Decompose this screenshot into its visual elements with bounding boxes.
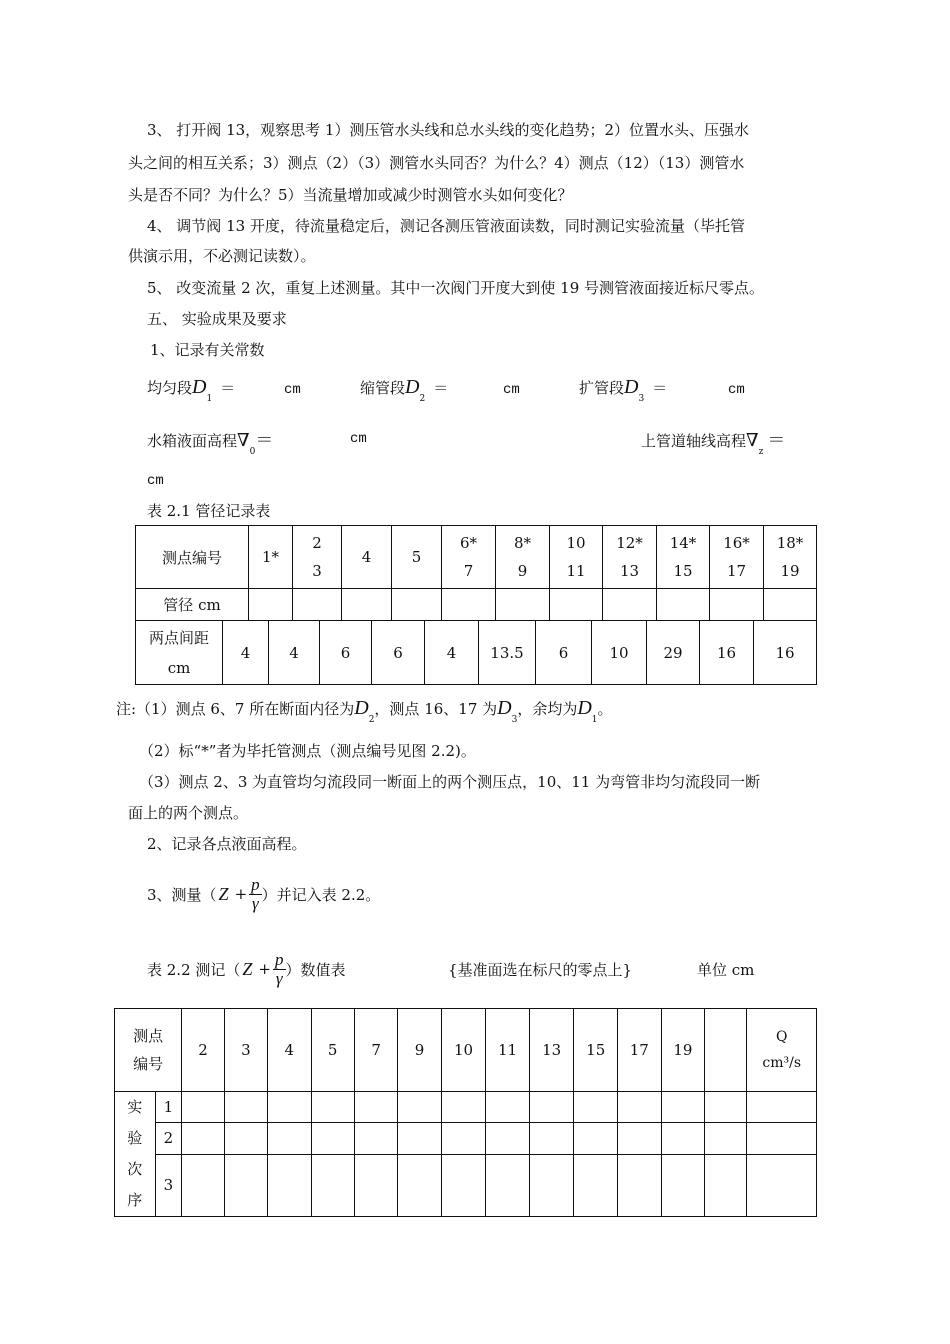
table1-spacing: 6	[372, 621, 425, 685]
note2: （2）标“*”者为毕托管测点（测点编号见图 2.2)。	[139, 742, 476, 760]
table2-point: 7	[354, 1009, 397, 1092]
table1-point: 1*	[249, 526, 293, 589]
table1-cell	[550, 589, 603, 621]
tank-level: 水箱液面高程$\nabla_0=$	[147, 430, 274, 457]
table2-point: 13	[529, 1009, 574, 1092]
d3-constant: 扩管段$D_3=$	[579, 376, 668, 404]
table1-point: 6* 7	[442, 526, 496, 589]
table1-spacing: 6	[536, 621, 592, 685]
table1-point: 8* 9	[496, 526, 550, 589]
table2-point: 4	[268, 1009, 311, 1092]
table1-row3-label: 两点间距 cm	[136, 621, 223, 685]
table1-point: 12* 13	[603, 526, 657, 589]
table1-point: 5	[392, 526, 442, 589]
table1-spacing: 4	[269, 621, 320, 685]
table1-cell	[603, 589, 657, 621]
table1-spacing: 29	[647, 621, 700, 685]
table2-run-row	[115, 1092, 817, 1123]
p-over-gamma: $\frac{p}{\gamma}$	[275, 949, 284, 988]
table1-spacing: 10	[592, 621, 647, 685]
table1-spacing: 16	[700, 621, 754, 685]
table1-row2-label: 管径 cm	[136, 589, 249, 621]
d1-constant: 均匀段$D_1=$	[147, 376, 236, 404]
section-heading: 五、 实验成果及要求	[147, 310, 287, 328]
table1-point: 10 11	[550, 526, 603, 589]
table1-point: 4	[342, 526, 392, 589]
table2-header-row	[115, 1009, 817, 1092]
table2-run-number: 1	[155, 1092, 182, 1123]
table1-spacing: 13.5	[479, 621, 536, 685]
table2-unit: 单位 cm	[697, 961, 755, 979]
note3-line1: （3）测点 2、3 为直管均匀流段同一断面上的两个测压点，10、11 为弯管非均匀流段同一断	[139, 773, 761, 791]
table2-q-label: Q	[775, 1029, 788, 1045]
p-over-gamma: $\frac{p}{\gamma}$	[251, 874, 260, 913]
table1-cell	[496, 589, 550, 621]
table1-cell	[710, 589, 764, 621]
d2-constant: 缩管段$D_2=$	[360, 376, 449, 404]
table1-spacing-row	[135, 620, 817, 685]
table1-diameter-record	[135, 525, 817, 621]
table1-point: 16* 17	[710, 526, 764, 589]
table2-point: 5	[311, 1009, 354, 1092]
step5: 5、 改变流量 2 次，重复上述测量。其中一次阀门开度大到使 19 号测管液面接近标尺零点。	[147, 279, 765, 297]
table2-point: 19	[661, 1009, 705, 1092]
table2-point: 10	[441, 1009, 486, 1092]
table2-run-number: 3	[155, 1154, 182, 1217]
step4-line2: 供演示用，不必测记读数）。	[128, 247, 316, 265]
table2-run-number: 2	[155, 1123, 182, 1154]
step3-line2: 头之间的相互关系；3）测点（2）（3）测管水头同否？为什么？4）测点（12）（13）测管水	[128, 154, 745, 172]
table2-point: 17	[618, 1009, 662, 1092]
table1-cell	[442, 589, 496, 621]
table2-header-label: 测点 编号	[115, 1009, 182, 1092]
table2-measurements	[114, 1008, 817, 1217]
table2-q-header	[747, 1009, 817, 1092]
table2-q-unit: cm³/s	[762, 1055, 802, 1071]
table1-spacing: 16	[754, 621, 817, 685]
pipe-unit: cm	[147, 473, 164, 489]
table1-spacing: 6	[320, 621, 372, 685]
table2-caption: 表 2.2 测记（ Z + $\frac{p}{\gamma}$ ）数值表	[147, 949, 346, 988]
note3-line2: 面上的两个测点。	[128, 804, 249, 822]
item2: 2、记录各点液面高程。	[147, 835, 307, 853]
table1-caption: 表 2.1 管径记录表	[147, 502, 271, 520]
table2-run-row	[115, 1123, 817, 1154]
table1-point: 18* 19	[764, 526, 817, 589]
table1-cell	[293, 589, 342, 621]
table1-cell	[657, 589, 710, 621]
table1-row-diameter	[136, 589, 817, 621]
table1-spacing: 4	[425, 621, 479, 685]
d1-unit: cm	[284, 382, 301, 398]
step3-line3: 头是否不同？为什么？5）当流量增加或减少时测管水头如何变化？	[128, 186, 573, 204]
table1-spacing: 4	[223, 621, 269, 685]
table2-run-row	[115, 1154, 817, 1217]
tank-unit: cm	[350, 431, 367, 447]
table2-point: 15	[574, 1009, 618, 1092]
table2-point: 2	[182, 1009, 224, 1092]
table2-point: 3	[224, 1009, 267, 1092]
step4-line1: 4、 调节阀 13 开度，待流量稳定后，测记各测压管液面读数，同时测记实验流量（毕托管	[147, 217, 745, 235]
step3-line1: 3、 打开阀 13，观察思考 1）测压管水头线和总水头线的变化趋势；2）位置水头、压强水	[147, 121, 750, 139]
item1-heading: 1、记录有关常数	[150, 341, 265, 359]
table2-run-label: 实 验 次 序	[115, 1092, 156, 1217]
table1-row1-label: 测点编号	[136, 526, 249, 589]
table1-cell	[764, 589, 817, 621]
d2-unit: cm	[503, 382, 520, 398]
table2-point: 11	[486, 1009, 530, 1092]
table2-point	[705, 1009, 747, 1092]
table2-datum-note: {基准面选在标尺的零点上}	[448, 961, 633, 979]
table1-point: 2 3	[293, 526, 342, 589]
table1-cell	[392, 589, 442, 621]
table1-row-points	[136, 526, 817, 589]
table1-cell	[342, 589, 392, 621]
table1-cell	[249, 589, 293, 621]
table2-point: 9	[398, 1009, 441, 1092]
pipe-axis-level: 上管道轴线高程$\nabla_z=$	[641, 430, 786, 457]
note1: 注:（1）测点 6、7 所在断面内径为$D_2$，测点 16、17 为$D_3$，余均为$D_1$。	[116, 697, 613, 725]
table1-point: 14* 15	[657, 526, 710, 589]
d3-unit: cm	[728, 382, 745, 398]
item3: 3、测量（ Z + $\frac{p}{\gamma}$ ）并记入表 2.2。	[147, 874, 381, 913]
